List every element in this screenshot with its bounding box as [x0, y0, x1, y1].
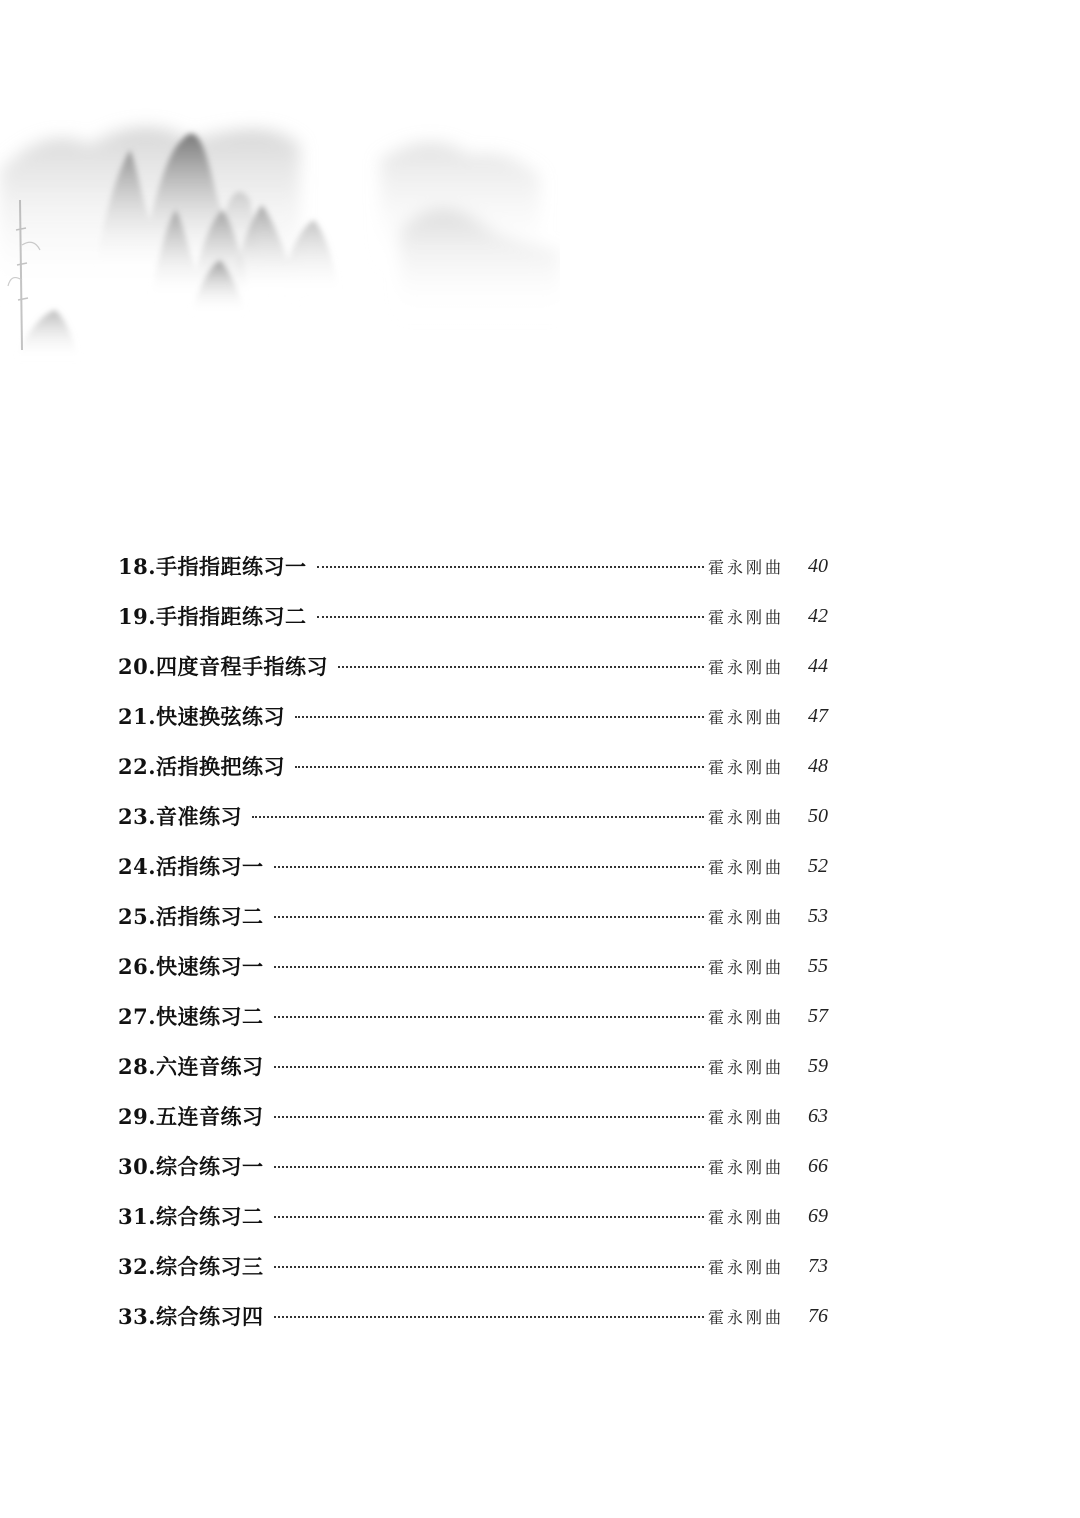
- entry-title: 29.五连音练习: [118, 1104, 264, 1129]
- toc-entry: [118, 991, 828, 1041]
- entry-page-number: 47: [808, 704, 828, 727]
- entry-title: 22.活指换把练习: [118, 754, 286, 779]
- entry-page-number: 73: [808, 1254, 828, 1277]
- dot-leader: [252, 816, 704, 818]
- entry-title: 24.活指练习一: [118, 854, 264, 879]
- dot-leader: [295, 716, 704, 718]
- entry-author: 霍永刚曲: [708, 1157, 785, 1177]
- entry-title: 26.快速练习一: [118, 954, 264, 979]
- entry-title: 31.综合练习二: [118, 1204, 264, 1229]
- dot-leader: [317, 616, 704, 618]
- entry-page-number: 57: [808, 1004, 828, 1027]
- dot-leader: [274, 1216, 704, 1218]
- entry-author: 霍永刚曲: [708, 657, 785, 677]
- entry-title: 27.快速练习二: [118, 1004, 264, 1029]
- entry-page-number: 76: [808, 1304, 828, 1327]
- entry-page-number: 42: [808, 604, 828, 627]
- dot-leader: [295, 766, 704, 768]
- dot-leader: [338, 666, 704, 668]
- entry-title: 33.综合练习四: [118, 1304, 264, 1329]
- entry-title: 19.手指指距练习二: [118, 604, 307, 629]
- toc-entry: [118, 1041, 828, 1091]
- entry-title: 20.四度音程手指练习: [118, 654, 329, 679]
- entry-author: 霍永刚曲: [708, 807, 785, 827]
- dot-leader: [274, 1066, 704, 1068]
- entry-page-number: 66: [808, 1154, 828, 1177]
- toc-entry: [118, 591, 828, 641]
- toc-entry: [118, 791, 828, 841]
- entry-title: 30.综合练习一: [118, 1154, 264, 1179]
- entry-page-number: 63: [808, 1104, 828, 1127]
- dot-leader: [274, 916, 704, 918]
- entry-page-number: 53: [808, 904, 828, 927]
- toc-entry: [118, 541, 828, 591]
- toc-entry: [118, 891, 828, 941]
- entry-title: 18.手指指距练习一: [118, 554, 307, 579]
- entry-page-number: 69: [808, 1204, 828, 1227]
- entry-page-number: 44: [808, 654, 828, 677]
- dot-leader: [274, 1116, 704, 1118]
- entry-author: 霍永刚曲: [708, 1207, 785, 1227]
- toc-entry: [118, 691, 828, 741]
- entry-author: 霍永刚曲: [708, 707, 785, 727]
- dot-leader: [274, 1166, 704, 1168]
- toc-entry: [118, 941, 828, 991]
- entry-title: 28.六连音练习: [118, 1054, 264, 1079]
- entry-author: 霍永刚曲: [708, 907, 785, 927]
- entry-author: 霍永刚曲: [708, 1307, 785, 1327]
- table-of-contents: [118, 541, 828, 1341]
- entry-page-number: 40: [808, 554, 828, 577]
- entry-author: 霍永刚曲: [708, 1257, 785, 1277]
- entry-author: 霍永刚曲: [708, 607, 785, 627]
- entry-title: 25.活指练习二: [118, 904, 264, 929]
- entry-title: 21.快速换弦练习: [118, 704, 286, 729]
- dot-leader: [274, 966, 704, 968]
- toc-entry: [118, 1141, 828, 1191]
- ink-landscape-illustration: [0, 100, 560, 390]
- entry-author: 霍永刚曲: [708, 857, 785, 877]
- toc-entry: [118, 1241, 828, 1291]
- entry-title: 32.综合练习三: [118, 1254, 264, 1279]
- dot-leader: [317, 566, 704, 568]
- entry-title: 23.音准练习: [118, 804, 243, 829]
- dot-leader: [274, 1316, 704, 1318]
- entry-author: 霍永刚曲: [708, 1057, 785, 1077]
- dot-leader: [274, 1266, 704, 1268]
- entry-author: 霍永刚曲: [708, 757, 785, 777]
- toc-entry: [118, 1191, 828, 1241]
- entry-page-number: 59: [808, 1054, 828, 1077]
- entry-page-number: 52: [808, 854, 828, 877]
- entry-author: 霍永刚曲: [708, 1007, 785, 1027]
- toc-entry: [118, 641, 828, 691]
- entry-page-number: 50: [808, 804, 828, 827]
- entry-author: 霍永刚曲: [708, 1107, 785, 1127]
- dot-leader: [274, 866, 704, 868]
- toc-entry: [118, 1091, 828, 1141]
- toc-entry: [118, 841, 828, 891]
- toc-entry: [118, 1291, 828, 1341]
- entry-page-number: 55: [808, 954, 828, 977]
- entry-page-number: 48: [808, 754, 828, 777]
- toc-entry: [118, 741, 828, 791]
- dot-leader: [274, 1016, 704, 1018]
- entry-author: 霍永刚曲: [708, 957, 785, 977]
- entry-author: 霍永刚曲: [708, 557, 785, 577]
